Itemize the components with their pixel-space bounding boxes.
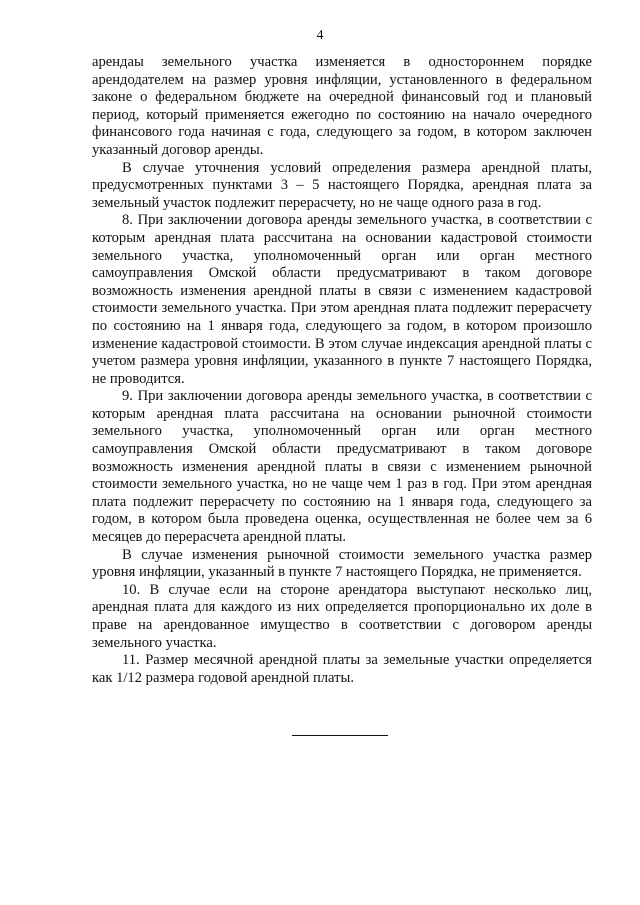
paragraph-recalculation-note: В случае уточнения условий определения размера арендной платы, предусмотренных пунктами 3 – 5 настоящего Порядка, арендная плата за земельный участок подлежит перерасчету, но не чаще одного раза в год. <box>92 159 592 211</box>
page-number: 4 <box>316 28 324 43</box>
paragraph-item-8: 8. При заключении договора аренды земельного участка, в соответствии с которым арендная плата рассчитана на основании кадастровой стоимости земельного участка, уполномоченный орган или орган местного самоуправления Омской области предусматривают в таком договоре возможность изменения арендной платы в связи с изменением кадастровой стоимости земельного участка. При этом арендная плата подлежит перерасчету по состоянию на 1 января года, следующего за годом, в котором произошло изменение кадастровой стоимости. В этом случае индексация арендной платы с учетом размера уровня инфляции, указанного в пункте 7 настоящего Порядка, не проводится. <box>92 212 592 387</box>
paragraph-item-10: 10. В случае если на стороне арендатора выступают несколько лиц, арендная плата для каждого из них определяется пропорционально их доле в праве на арендованное имущество в соответствии с договором аренды земельного участка. <box>92 581 592 651</box>
end-of-document-rule <box>292 735 388 736</box>
paragraph-item-9: 9. При заключении договора аренды земельного участка, в соответствии с которым арендная плата рассчитана на основании рыночной стоимости земельного участка, уполномоченный орган или орган местного самоуправления Омской области предусматривают в таком договоре возможность изменения арендной платы в связи с изменением рыночной стоимости земельного участка, но не чаще чем 1 раз в год. При этом арендная плата подлежит перерасчету по состоянию на 1 января года, следующего за годом, в котором была проведена оценка, осуществленная не более чем за 6 месяцев до перерасчета арендной платы. <box>92 388 592 546</box>
paragraph-item-11: 11. Размер месячной арендной платы за земельные участки определяется как 1/12 размера годовой арендной платы. <box>92 652 592 686</box>
document-body <box>92 54 592 687</box>
paragraph-market-value-note: В случае изменения рыночной стоимости земельного участка размер уровня инфляции, указанный в пункте 7 настоящего Порядка, не применяется. <box>92 546 592 581</box>
paragraph-continued: арендаы земельного участка изменяется в одностороннем порядке арендодателем на размер уровня инфляции, установленного в федеральном законе о федеральном бюджете на очередной финансовый год и плановый период, который применяется ежегодно по состоянию на начало очередного финансового года начиная с года, следующего за годом, в котором заключен указанный договор аренды. <box>92 54 592 158</box>
